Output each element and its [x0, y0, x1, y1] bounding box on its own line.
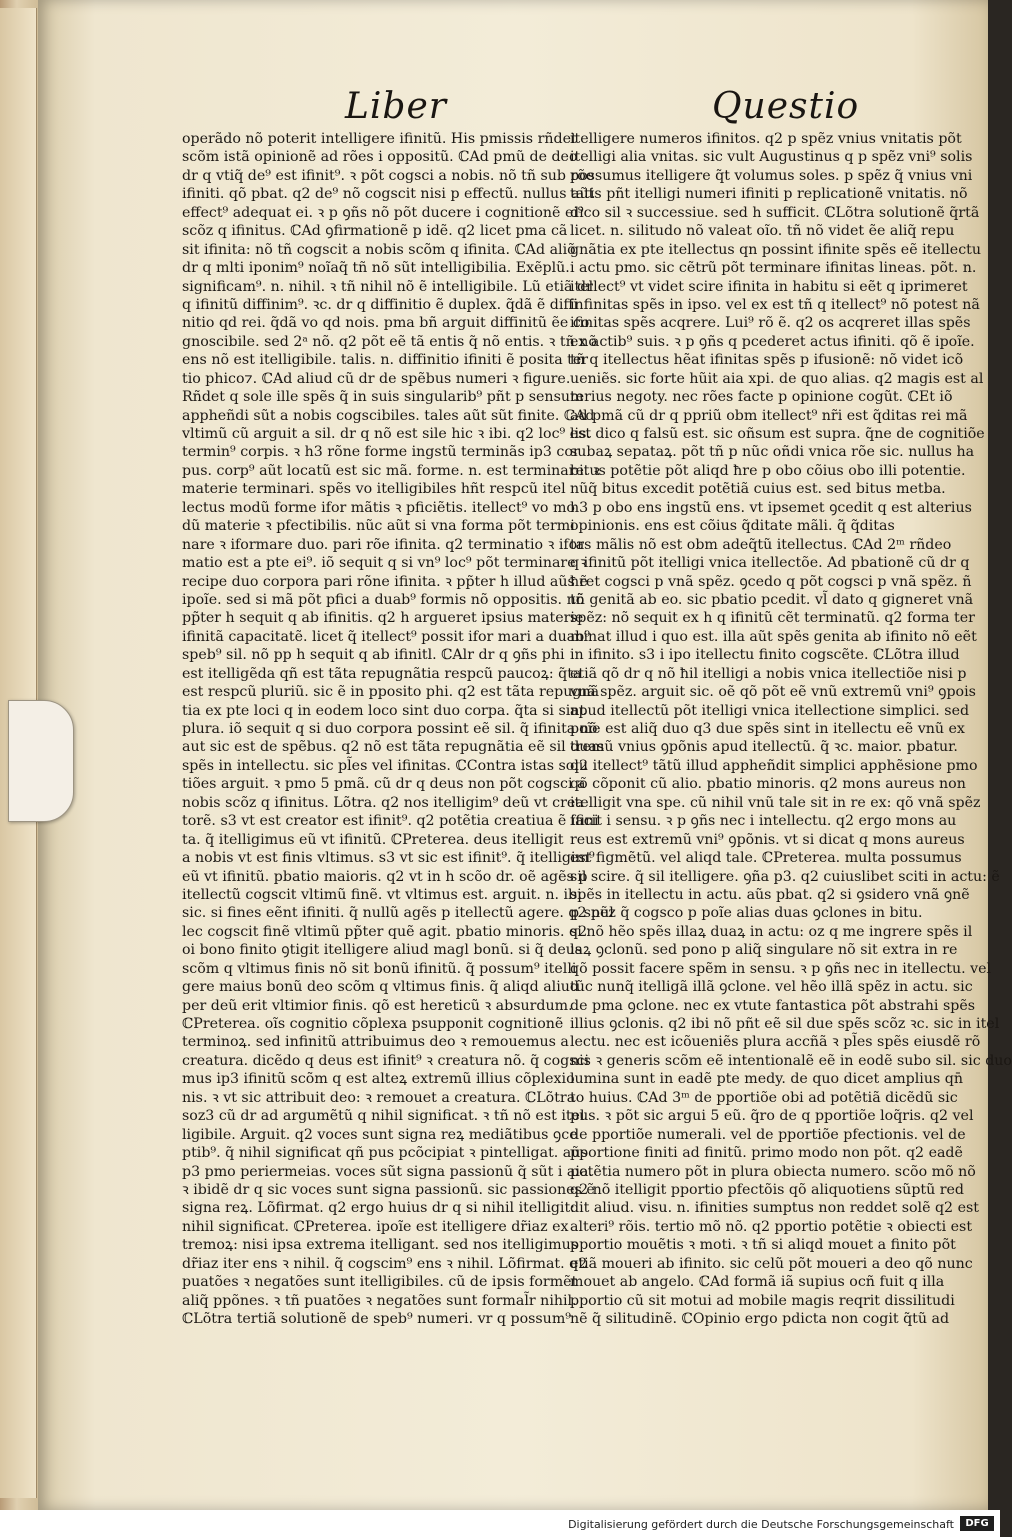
- text-line: subaꝝ sepataꝝ. põt tñ p nũc oñdi vnica rõe sic. nullus ha: [570, 444, 975, 461]
- text-line: ifinitas spẽs acqrere. Lui⁹ rõ ẽ. q2 os acqreret illas spẽs: [570, 315, 971, 332]
- text-line: illius ꝯclonis. q2 ibi nõ pñt eẽ sil due spẽs scõz ꝛc. sic in itel: [570, 1016, 1000, 1032]
- text-line: aliq̃ ppõnes. ꝛ tñ puatões ꝛ negatões sunt formal̃r nihil.: [182, 1292, 577, 1309]
- text-line: tio phico⁊. ℂAd aliud cũ dr de spẽbus numeri ꝛ figure.: [182, 370, 571, 387]
- text-line: tatis pñt itelligi numeri ifiniti p replicationẽ vnitatis. nõ: [570, 186, 968, 203]
- text-line: a nobis vt est finis vltimus. s3 vt sic est ifinit⁹. q̃ itelligim⁹: [182, 850, 595, 867]
- text-line: lectu. nec est icõueniẽs plura accñã ꝛ pl̃es spẽs eiusdẽ rõ: [570, 1034, 981, 1051]
- text-line: nẽ q̃ silitudinẽ. ℂOpinio ergo pdicta non cogit q̃tũ ad: [570, 1311, 950, 1327]
- text-line: ℂPreterea. oĩs cognitio cõplexa psupponit cognitionẽ: [182, 1016, 564, 1032]
- text-line: i actu pmo. sic cẽtrũ põt terminare ifinitas lineas. põt. n.: [570, 260, 977, 277]
- text-line: tas mãlis nõ est obm adeq̃tũ itellectus. ℂAd 2ᵐ rñdeo: [570, 536, 952, 553]
- text-line: pportio mouẽtis ꝛ moti. ꝛ tñ si aliqd mouet a finito põt: [570, 1237, 956, 1254]
- text-line: tia ex pte loci q in eodem loco sint duo corpa. q̃ta si sint: [182, 702, 586, 719]
- text-line: q ifinitũ diffinim⁹. ꝛc. dr q diffinitio ẽ duplex. q̃dã ẽ diffi: [182, 296, 578, 313]
- text-line: sil scire. q̃ sil itelligere. ꝯña p3. q2 cuiuslibet sciti in actu: ẽ: [570, 868, 1000, 885]
- text-line: ueniẽs. sic forte hũit aia xpi. de quo alias. q2 magis est al: [570, 370, 984, 387]
- text-line: pus. ꝛ põt sic argui 5 eũ. q̃ro de q pportiõe loq̃ris. q2 vel: [570, 1108, 974, 1125]
- text-line: tñ q itellectus hẽat ifinitas spẽs p ifusionẽ: nõ videt icõ: [570, 352, 964, 369]
- text-line: itellect⁹ vt videt scire ifinita in habitu si eẽt q iprimeret: [570, 278, 968, 295]
- text-line: scõz q ifinitus. ℂAd ꝯfirmationẽ p idẽ. q2 licet pma cã: [182, 223, 568, 240]
- text-line: spẽs in intellectu. sic pl̃es vel ifinitas. ℂContra istas solu: [182, 757, 588, 774]
- text-line: significam⁹. n. nihil. ꝛ tñ nihil nõ ẽ intelligibile. Lũ etiã dr: [182, 278, 593, 295]
- text-line: speb⁹ sil. nõ pp h sequit q ab ifinitl. ℂAlr dr q ꝯñs phi: [182, 647, 565, 664]
- text-line: itellectũ cogscit vltimũ finẽ. vt vltimus est. arguit. n. ibi: [182, 886, 582, 903]
- text-line: mouet ab angelo. ℂAd formã iã supius ocñ fuit q illa: [570, 1274, 945, 1291]
- text-line: soz3 cũ dr ad argumẽtũ q nihil significat. ꝛ tñ nõ est itel: [182, 1108, 585, 1125]
- text-line: est respcũ pluriũ. sic ẽ in pposito phi. q2 est tãta repugnã: [182, 684, 600, 701]
- text-line: q2 itellect⁹ tãtũ illud appheñdit simplici apphẽsione pmo: [570, 757, 978, 774]
- text-line: signa reꝝ. Lõfirmat. q2 ergo huius dr q si nihil itelligit:: [182, 1200, 575, 1217]
- text-line: dr q vtiq̃ de⁹ est ifinit⁹. ꝛ põt cogsci a nobis. nõ tñ sub rõe: [182, 167, 595, 184]
- text-line: tremũ vnius ꝯpõnis apud itellectũ. q̃ ꝛc. maior. pbatur.: [570, 739, 958, 756]
- text-line: per deũ erit vltimior finis. qõ est hereticũ ꝛ absurdum.: [182, 997, 573, 1014]
- text-line: pportio cũ sit motui ad mobile magis reqrit dissilitudi: [570, 1292, 955, 1309]
- text-line: vltimũ cũ arguit a sil. dr q nõ est sile hic ꝛ ibi. q2 loc⁹ est: [182, 426, 592, 442]
- text-line: nihil significat. ℂPreterea. ipoĩe est itelligere dr̃iaz ex: [182, 1218, 569, 1235]
- text-column-right: [570, 130, 1012, 1328]
- text-line: sit ifinita: nõ tñ cogscit a nobis scõm q ifinita. ℂAd aliõ: [182, 241, 576, 258]
- text-line: apud itellectũ põt itelligi vnica itellectione simplici. sed: [570, 702, 970, 719]
- text-line: creatura. dicẽdo q deus est ifinit⁹ ꝛ creatura nõ. q̃ cogsci: [182, 1052, 590, 1069]
- text-line: tremoꝝ: nisi ipsa extrema itelligant. sed nos itelligimus: [182, 1237, 579, 1254]
- text-line: aut sic est de spẽbus. q2 nõ est tãta repugnãtia eẽ sil duas: [182, 739, 605, 756]
- text-line: dit aliud. visu. n. ifinities sumptus non reddet solẽ q2 est: [570, 1200, 979, 1217]
- text-column-left: [182, 130, 614, 1328]
- text-line: Rñdet q sole ille spẽs q̃ in suis singularib⁹ pñt p sensum: [182, 389, 584, 406]
- text-line: tiões arguit. ꝛ pmo 5 pmã. cũ dr q deus non põt cogsci a: [182, 776, 586, 793]
- text-line: possumus itelligere q̃t volumus soles. p spẽz q̃ vnius vni: [570, 167, 973, 184]
- text-line: est figmẽtũ. vel aliqd tale. ℂPreterea. multa possumus: [570, 850, 962, 867]
- text-line: p3 pmo periermeias. voces sũt signa passionũ q̃ sũt i aia.: [182, 1163, 593, 1180]
- text-line: lumina sunt in eadẽ pte medy. de quo dicet amplius qn̄: [570, 1071, 963, 1088]
- text-line: in ifinito. s3 i ipo itellectu finito cogscẽte. ℂLõtra illud: [570, 647, 960, 664]
- text-line: gere maius bonũ deo scõm q vltimus finis. q̃ aliqd aliud: [182, 979, 579, 996]
- text-line: plura. iõ sequit q si duo corpora possint eẽ sil. q̃ ifinita nõ: [182, 721, 598, 737]
- text-line: spẽz: nõ sequit ex h q ifinitũ cẽt terminatũ. q2 forma ter: [570, 610, 975, 627]
- text-line: effect⁹ adequat ei. ꝛ p ꝯñs nõ põt ducere i cognitionẽ ei⁹: [182, 204, 584, 221]
- text-line: dũ materie ꝛ pfectibilis. nũc aũt si vna forma põt termi: [182, 518, 575, 535]
- text-line: gnãtia ex pte itellectus qn possint ifinite spẽs eẽ itellectu: [570, 241, 981, 258]
- text-line: etiã moueri ab ifinito. sic celũ põt moueri a deo qõ nunc: [570, 1255, 973, 1272]
- text-line: appheñdi sũt a nobis cogscibiles. tales aũt sũt finite. ℂAd: [182, 407, 595, 424]
- dfg-logo: DFG: [960, 1516, 994, 1531]
- text-line: ifiniti. qõ pbat. q2 de⁹ nõ cogscit nisi p effectũ. nullus aũt: [182, 186, 595, 203]
- text-line: ifinitã capacitatẽ. licet q̃ itellect⁹ possit ifor mari a duab⁹: [182, 628, 590, 645]
- text-line: licet. n. silitudo nõ valeat oĩo. tñ nõ videt ẽe aliq̃ repu: [570, 223, 955, 240]
- text-line: materie terminari. spẽs vo itelligibiles hñt respcũ itel: [182, 481, 566, 498]
- text-line: puatões ꝛ negatões sunt itelligibiles. cũ de ipsis formẽt: [182, 1274, 578, 1291]
- text-line: ħret cogsci p vnã spẽz. ꝯcedo q põt cogsci p vnã spẽz. ñ: [570, 573, 972, 590]
- text-line: ens nõ est itelligibile. talis. n. diffinitio ifiniti ẽ posita ter: [182, 352, 589, 369]
- text-line: minat illud i quo est. illa aũt spẽs genita ab ifinito nõ eẽt: [570, 628, 977, 645]
- text-line: nis. ꝛ vt sic attribuit deo: ꝛ remouet a creatura. ℂLõtra: [182, 1089, 576, 1106]
- text-line: de pportiõe numerali. vel de pportiõe pfectionis. vel de: [570, 1126, 966, 1143]
- text-line: lectus modũ forme ifor mãtis ꝛ pficiẽtis. itellect⁹ vo mo: [182, 499, 575, 516]
- text-line: scõm q vltimus finis nõ sit bonũ ifinitũ. q̃ possum⁹ itelli: [182, 960, 577, 977]
- text-line: de pma ꝯclone. nec ex vtute fantastica põt abstrahi spẽs: [570, 997, 976, 1014]
- text-line: pp̃ter h sequit q ab ifinitis. q2 h argueret ipsius materie: [182, 610, 584, 627]
- text-line: to huius. ℂAd 3ᵐ de pportiõe obi ad potẽtiã dicẽdũ sic: [570, 1089, 958, 1106]
- text-line: q2 nõ itelligit pportio pfectõis qõ aliquotiens sũptũ red: [570, 1181, 965, 1198]
- text-line: tñ genitã ab eo. sic pbatio pcedit. vl̃ dato q gigneret vnã: [570, 591, 974, 608]
- page-clip: [8, 700, 74, 822]
- text-line: q ifinitũ põt itelligi vnica itellectõe. Ad pbationẽ cũ dr q: [570, 555, 970, 572]
- text-line: alteri⁹ rõis. tertio mõ nõ. q2 pportio potẽtie ꝛ obiecti est: [570, 1218, 973, 1235]
- running-head-left: Liber: [345, 86, 447, 127]
- text-line: terminoꝝ. sed infinitũ attribuimus deo ꝛ remouemus a: [182, 1034, 569, 1051]
- digitization-footer: [0, 1510, 1000, 1537]
- text-line: ipoĩe. sed si mã põt pfici a duab⁹ formis nõ oppositis. nõ: [182, 591, 585, 608]
- running-head-right: Questio: [712, 86, 860, 127]
- text-line: vnã spẽz. arguit sic. oẽ qõ põt eẽ vnũ extremũ vni⁹ ꝯpois: [570, 684, 976, 701]
- text-line: infinitas spẽs in ipso. vel ex est tñ q itellect⁹ nõ potest nã: [570, 296, 980, 313]
- text-line: poĩe est aliq̃ duo q3 due spẽs sint in itellectu eẽ vnũ ex: [570, 721, 965, 737]
- text-line: ligibile. Arguit. q2 voces sunt signa reꝝ mediãtibus ꝯce: [182, 1126, 578, 1143]
- text-line: termin⁹ corpis. ꝛ h3 rõne forme ingstũ terminãs ip3 cor: [182, 444, 580, 461]
- text-line: eũ vt ifinitũ. pbatio maioris. q2 vt in h scõo dr. oẽ agẽs p: [182, 868, 588, 885]
- text-line: ꝛ ibidẽ dr q sic voces sunt signa passionũ. sic passiones ẽ: [182, 1181, 595, 1198]
- text-line: si nõ hẽo spẽs illaꝝ duaꝝ in actu: oz q me ingrere spẽs il: [570, 923, 973, 940]
- text-line: nis ꝛ generis scõm eẽ intentionalẽ eẽ in eodẽ subo sil. sic duo: [570, 1052, 1012, 1069]
- text-line: bitus potẽtie põt aliqd ħre p obo cõius obo illi potentie.: [570, 462, 966, 479]
- text-line: scõm istã opinionẽ ad rões i oppositũ. ℂAd pmũ de deo: [182, 149, 578, 166]
- text-line: ptib⁹. q̃ nihil significat qñ pus pcõcipiat ꝛ pintelligat. aũs: [182, 1145, 588, 1162]
- text-line: pportione finiti ad finitũ. primo modo non põt. q2 eadẽ: [570, 1145, 963, 1162]
- text-line: spẽs in itellectu in actu. aũs pbat. q2 si ꝯsidero vnã ꝯnẽ: [570, 886, 970, 903]
- text-line: potẽtia numero põt in plura obiecta numero. scõo mõ nõ: [570, 1163, 976, 1180]
- text-line: h3 p obo ens ingstũ ens. vt ipsemet ꝯcedit q est alterius: [570, 499, 972, 516]
- text-line: ℂLõtra tertiã solutionẽ de speb⁹ numeri. vr q possum⁹: [182, 1311, 571, 1327]
- text-line: itelligit vna spe. cũ nihil vnũ tale sit in re ex: qõ vnã spẽz: [570, 794, 981, 811]
- text-line: lec cogscit finẽ vltimũ pp̃ter quẽ agit. pbatio minoris. q2: [182, 923, 588, 940]
- text-line: opinionis. ens est cõius q̃ditate mãli. q̃ q̃ditas: [570, 518, 895, 535]
- text-line: dico sil ꝛ successiue. sed h sufficit. ℂLõtra solutionẽ q̃rtã: [570, 204, 980, 221]
- text-line: nobis scõz q ifinitus. Lõtra. q2 nos itelligim⁹ deũ vt crea: [182, 794, 584, 811]
- text-line: recipe duo corpora pari rõne ifinita. ꝛ pp̃ter h illud aũs ẽ: [182, 573, 588, 590]
- text-line: lis. dico q falsũ est. sic oñsum est supra. q̃ne de cognitiõe: [570, 426, 985, 442]
- text-line: est itelligẽda qñ est tãta repugnãtia respcũ paucoꝝ: q̃ta: [182, 665, 582, 682]
- text-line: mus ip3 ifinitũ scõm q est alteꝝ extremũ illius cõplexio: [182, 1071, 575, 1088]
- text-line: laꝝ ꝯclonũ. sed pono p aliq̃ singulare nõ sit extra in re: [570, 942, 958, 959]
- text-line: ex actib⁹ suis. ꝛ p ꝯñs q pcederet actus ifiniti. qõ ẽ ipoĩe.: [570, 333, 975, 350]
- text-line: operãdo nõ poterit intelligere ifinitũ. His pmissis rñdet: [182, 131, 577, 147]
- text-line: qõ cõponit cũ alio. pbatio minoris. q2 mons aureus non: [570, 776, 966, 793]
- text-line: reus est extremũ vni⁹ ꝯpõnis. vt si dicat q mons aureus: [570, 831, 965, 848]
- text-line: facit i sensu. ꝛ p ꝯñs nec i intellectu. q2 ergo mons au: [570, 813, 957, 830]
- text-line: pus. corp⁹ aũt locatũ est sic mã. forme. n. est terminare. ꝛ: [182, 462, 600, 479]
- text-line: nũq̃ bitus excedit potẽtiã cuius est. sed bitus metba.: [570, 481, 946, 498]
- text-line: gnoscibile. sed 2ᵃ nõ. q2 põt eẽ tã entis q̃ nõ entis. ꝛ tñ nõ: [182, 333, 597, 350]
- text-line: terius negoty. nec rões facte p opinione cogũt. ℂEt iõ: [570, 389, 953, 406]
- text-line: qõ possit facere spẽm in sensu. ꝛ p ꝯñs nec in itellectu. vel: [570, 960, 992, 977]
- text-line: dr̃iaz iter ens ꝛ nihil. q̃ cogscim⁹ ens ꝛ nihil. Lõfirmat. q2: [182, 1255, 588, 1272]
- funding-credit: Digitalisierung gefördert durch die Deutsche Forschungsgemeinschaft: [568, 1518, 954, 1531]
- text-line: p spẽz q̃ cogsco p poĩe alias duas ꝯclones in bitu.: [570, 905, 923, 922]
- text-line: sic. si fines eẽnt ifiniti. q̃ nullũ agẽs p itellectũ agere. q2 nul: [182, 905, 614, 922]
- text-line: torẽ. s3 vt est creator est ifinit⁹. q2 potẽtia creatiua ẽ ifini: [182, 813, 599, 830]
- text-line: itelligere numeros ifinitos. q2 p spẽz vnius vnitatis põt: [570, 131, 962, 147]
- text-line: ta. q̃ itelligimus eũ vt ifinitũ. ℂPreterea. deus itelligit: [182, 831, 564, 848]
- text-line: matio est a pte ei⁹. iõ sequit q si vn⁹ loc⁹ põt terminare ꝛ: [182, 555, 587, 572]
- text-line: nare ꝛ iformare duo. pari rõe ifinita. q2 terminatio ꝛ ifor: [182, 536, 584, 553]
- text-line: nitio qd rei. q̃dã vo qd nois. pma bñ arguit diffinitũ ẽe co: [182, 315, 590, 332]
- text-line: dr q mlti iponim⁹ noĩaq̃ tñ nõ sũt intelligibilia. Exẽplũ.: [182, 260, 570, 277]
- text-line: oi bono finito ꝯtigit itelligere aliud magl bonũ. si q̃ deus: [182, 942, 583, 959]
- text-line: tũc nunq̃ itelligã illã ꝯclone. vel hẽo illã spẽz in actu. sic: [570, 979, 973, 996]
- text-line: etiã qõ dr q nõ ħil itelligi a nobis vnica itellectiõe nisi p: [570, 665, 967, 682]
- text-line: itelligi alia vnitas. sic vult Augustinus q p spẽz vni⁹ solis: [570, 149, 973, 166]
- text-line: ad pmã cũ dr q ppriũ obm itellect⁹ nr̃i est q̃ditas rei mã: [570, 407, 968, 424]
